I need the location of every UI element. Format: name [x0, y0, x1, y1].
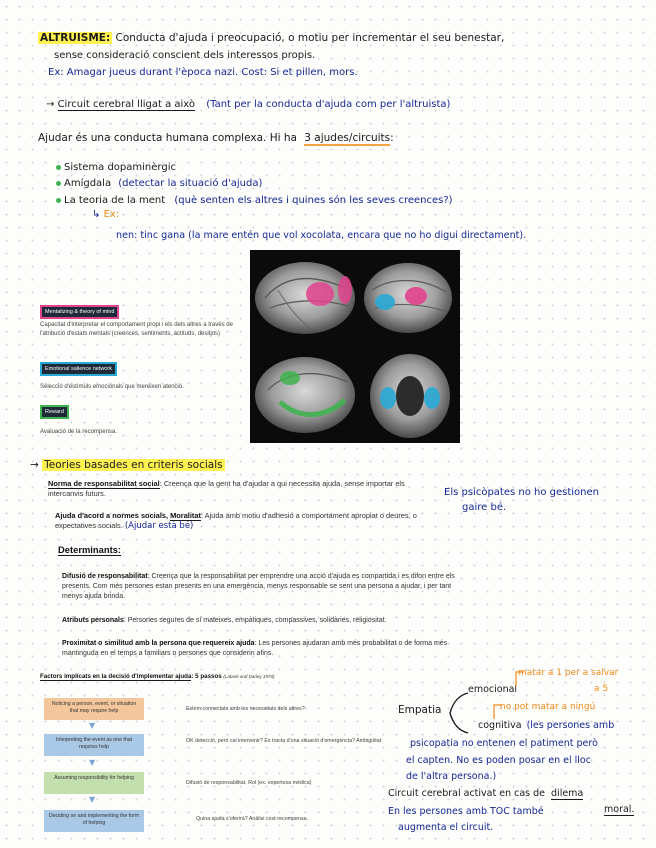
psicopates-note-1: Els psicòpates no ho gestionen — [444, 487, 599, 498]
circuit-arrow: → — [46, 99, 55, 110]
altruisme-definition-1: Conducta d'ajuda i preocupació, o motiu per incrementar el seu benestar, — [115, 32, 505, 44]
psicopatia-note-4: de l'altra persona.) — [406, 771, 497, 782]
bullet-dot-icon — [56, 198, 61, 203]
legend-desc-salience: Selecció d'estímuls emocionals que mereixen atenció. — [40, 384, 184, 390]
step-box-2 — [44, 734, 144, 756]
empatia-emocional: emocional — [468, 684, 518, 695]
factors-steps-label: : 5 passos — [191, 673, 222, 680]
step-desc-1: Estem connectats amb les necessitats dels altres? — [186, 706, 305, 712]
emocional-note-1: matar a 1 per a salvar — [518, 668, 619, 678]
step-arrow-icon: ▼ — [89, 795, 96, 804]
empatia-brace-icon — [448, 690, 470, 736]
proximitat-text — [62, 639, 470, 659]
norma-responsabilitat-text — [48, 479, 440, 499]
step-box-3-text: Assuming responsibility for helping — [54, 775, 134, 781]
ex-hook-arrow-icon: ↳ — [92, 209, 101, 220]
circuit-line — [46, 99, 450, 110]
circuit-note: (Tant per la conducta d'ajuda com per l'altruista) — [206, 99, 451, 110]
step-arrow-icon: ▼ — [89, 721, 96, 730]
ajudes-intro-colon: : — [390, 132, 394, 144]
dilema-line — [388, 788, 583, 799]
ajuda-item-2 — [56, 178, 262, 189]
ajudes-intro — [38, 132, 394, 144]
cognitiva-line — [478, 720, 614, 731]
ajuda-example-text: nen: tinc gana (la mare entén que vol xocolata, encara que no ho digui directament). — [116, 230, 527, 241]
step-box-1-text: Noticing a person, event, or situation that may require help — [51, 701, 137, 714]
step-box-4 — [44, 810, 144, 832]
teories-title: Teories basades en criteris socials — [44, 459, 223, 471]
determinants-title — [58, 545, 121, 555]
bullet-dot-icon — [56, 165, 61, 170]
dilema-word: dilema — [551, 788, 584, 799]
step-box-3 — [44, 772, 144, 794]
psicopatia-note-1: (les persones amb — [526, 720, 615, 731]
determinants-title-text: Determinants: — [58, 544, 122, 555]
ajuda-ex-tag: Ex: — [103, 209, 120, 220]
emocional-note-2: a 5 — [594, 684, 609, 694]
altruisme-example: Ex: Amagar jueus durant l'època nazi. Cost: Si et pillen, mors. — [48, 67, 358, 78]
atributs-label: Atributs personals — [62, 617, 124, 624]
bullet-dot-icon — [56, 181, 61, 186]
step-arrow-icon: ▼ — [89, 758, 96, 767]
legend-tag-reward — [40, 405, 69, 419]
ajuda-item-1 — [56, 162, 176, 173]
step-desc-3: Difusió de responsabilitat. Rol (ex. expertesa mèdica) — [186, 780, 312, 786]
legend-desc-mentalizing: Capacitat d'interpretar el comportament propi i els dels altres a través de l'atribució d'estats mentals (creences, sentiments, actituds, desitjos) — [40, 322, 233, 337]
empatia-label: Empatia — [398, 704, 442, 716]
difusio-def: : Creença que la responsabilitat per emprendre una acció d'ajuda es compartida i es difon entre els presents. Com més persones estan presents en una emergència, menys responsable se sent una persona a ajudar, i per tant menys ajuda brinda. — [62, 573, 455, 600]
legend-tag-salience — [40, 362, 117, 376]
ajuda-note-3: (què senten els altres i quines són les seves creences?) — [174, 195, 453, 206]
atributs-def: : Persones segures de sí mateixes, empàtiques, compassives, solidàries, religiositat. — [123, 617, 387, 624]
ajuda-label-1: Sistema dopaminèrgic — [64, 162, 176, 173]
step-box-1 — [44, 698, 144, 720]
ajuda-label-3: La teoria de la ment — [64, 195, 166, 206]
ajuda-example-tag — [92, 209, 119, 220]
factors-citation: (Latané and Darley 1970) — [223, 674, 275, 679]
moral-word: moral. — [604, 804, 635, 815]
ajudes-intro-text: Ajudar és una conducta humana complexa. Hi ha — [38, 132, 297, 144]
normes-socials-hand-note: (Ajudar està bé) — [124, 521, 194, 531]
teories-arrow: → — [30, 459, 39, 471]
toc-note-2: augmenta el circuit. — [398, 822, 494, 833]
toc-note-1: En les persones amb TOC també — [388, 806, 544, 817]
normes-socials-text — [55, 511, 440, 531]
ajuda-note-2: (detectar la situació d'ajuda) — [118, 178, 263, 189]
factors-title-text: Factors implicats en la decisió d'implementar ajuda — [40, 673, 192, 680]
step-desc-4: Quina ajuda s'oferirà? Anàlisi cost-recompensa. — [196, 816, 309, 822]
legend-tag-reward-label: Reward — [45, 409, 64, 415]
normes-socials-def: : Ajuda amb motiu d'adhesió a comportament apropiat o deures, o expectatives socials. — [55, 511, 417, 530]
proximitat-label: Proximitat o similitud amb la persona que requereix ajuda — [62, 640, 255, 647]
altruisme-term: ALTRUISME: — [40, 32, 111, 44]
circuit-link-text: Circuit cerebral lligat a això — [57, 99, 196, 110]
legend-desc-reward: Avaluació de la recompensa. — [40, 429, 117, 435]
ajuda-label-2: Amígdala — [64, 178, 112, 189]
difusio-label: Difusió de responsabilitat — [62, 573, 148, 580]
circuit-dilema-text: Circuit cerebral activat en cas de — [388, 788, 545, 799]
step-box-4-text: Deciding on and implementing the form of helping — [48, 813, 140, 826]
step-box-2-text: Interpreting the event as one that requires help — [55, 737, 133, 750]
teories-heading — [30, 459, 225, 471]
altruisme-definition-2: sense consideració conscient dels interessos propis. — [54, 50, 316, 61]
difusio-text — [62, 572, 470, 602]
legend-tag-salience-label: Emotional salience network — [45, 366, 112, 372]
moralitat-label: Moralitat — [170, 511, 201, 520]
psicopates-note-2: gaire bé. — [462, 502, 507, 513]
ajuda-item-3 — [56, 195, 453, 206]
atributs-text — [62, 616, 470, 626]
brain-scan-image — [250, 250, 460, 443]
cognitiva-note: no pot matar a ningú — [500, 702, 596, 712]
psicopatia-note-2: psicopatia no entenen el patiment però — [410, 738, 598, 749]
normes-socials-label: Ajuda d'acord a normes socials, — [55, 511, 169, 520]
psicopatia-note-3: el capten. No es poden posar en el lloc — [406, 755, 591, 766]
empatia-cognitiva: cognitiva — [478, 720, 522, 731]
norma-responsabilitat-label: Norma de responsabilitat social — [48, 479, 160, 488]
proximitat-def: : Les persones ajudaran amb més probabilitat o de forma més mantinguda en el temps a familiars o persones que considerin afins. — [62, 640, 448, 657]
norma-responsabilitat-def: : Creença que la gent ha d'ajudar a qui necessita ajuda, sense importar els intercanvis futurs. — [48, 479, 405, 498]
brain-scan-illustration — [250, 250, 460, 443]
legend-tag-mentalizing-label: Mentalizing & theory of mind — [45, 309, 115, 315]
ajudes-intro-marked: 3 ajudes/circuits — [304, 132, 391, 144]
legend-tag-mentalizing — [40, 305, 119, 319]
altruisme-term-line — [38, 32, 504, 44]
step-desc-2: OK detecció, però cal intervenir? Es tracta d'una situació d'emergència? Ambigüitat — [186, 738, 382, 744]
factors-title — [40, 672, 400, 682]
